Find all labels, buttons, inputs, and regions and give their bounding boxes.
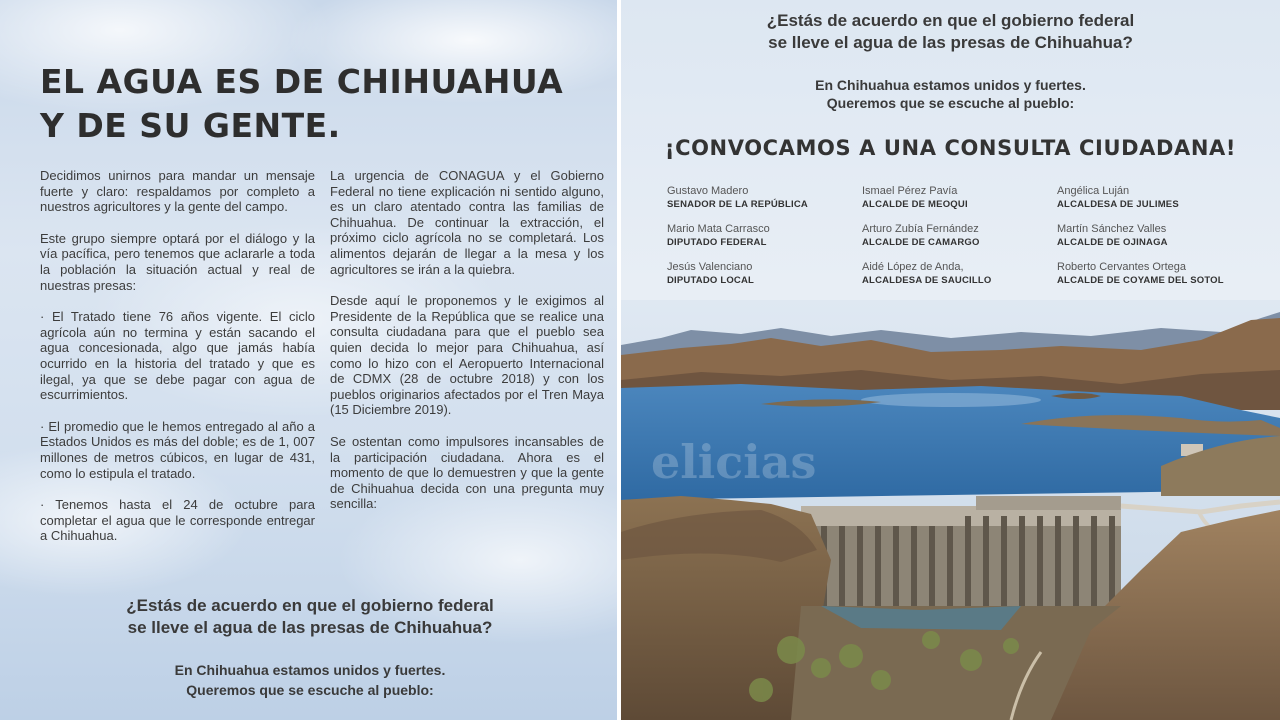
signatory: [1057, 222, 1257, 249]
signatory: [667, 222, 862, 249]
signatory-role: DIPUTADO FEDERAL: [667, 237, 767, 248]
signatory-name: Gustavo Madero: [667, 185, 749, 197]
headline: [40, 60, 600, 148]
paragraph: Se ostentan como impulsores incansables de la participación ciudadana. Ahora es el momento de que lo demuestren y que la gente de Chihuahua decida con una pregunta muy sencilla:: [330, 433, 604, 512]
left-newspaper-panel: [0, 0, 617, 720]
subtitle-line-2: Queremos que se escuche al pueblo:: [186, 682, 434, 698]
signatory-name: Martín Sánchez Valles: [1057, 223, 1167, 235]
subtitle-line-1: En Chihuahua estamos unidos y fuertes.: [815, 77, 1086, 93]
question-line-2: se lleve el agua de las presas de Chihuahua?: [768, 33, 1133, 52]
text-column-right: [330, 168, 604, 528]
signatory-role: SENADOR DE LA REPÚBLICA: [667, 199, 808, 210]
signatory: [862, 260, 1057, 287]
signatory: [667, 184, 862, 211]
signatory: [862, 184, 1057, 211]
paragraph: · El promedio que le hemos entregado al año a Estados Unidos es más del doble; es de 1, 007 millones de metros cúbicos, en lugar de 431, como lo estipula el tratado.: [40, 418, 315, 481]
paragraph: · El Tratado tiene 76 años vigente. El ciclo agrícola aún no termina y están sacando el agua concesionada, algo que jamás había ocurrido en la historia del tratado y que es ilegal, ya que se debe pagar con agua de escurrimientos.: [40, 309, 315, 403]
signatories-grid: [667, 184, 1267, 287]
dam-upper-tower: [976, 496, 1121, 510]
signatory-role: ALCALDE DE OJINAGA: [1057, 237, 1168, 248]
subtitle-line-2: Queremos que se escuche al pueblo:: [826, 95, 1075, 111]
right-subtitle: [621, 76, 1280, 112]
paragraph: La urgencia de CONAGUA y el Gobierno Federal no tiene explicación ni sentido alguno, es un claro atentado contra las familias de Chihuahua. De continuar la extracción, el próximo ciclo agrícola no se completará. Los alimentos dejarán de llegar a la mesa y los agricultores se irán a la quiebra.: [330, 168, 604, 277]
headline-line-1: EL AGUA ES DE CHIHUAHUA: [40, 62, 564, 101]
question-line-2: se lleve el agua de las presas de Chihuahua?: [127, 618, 493, 637]
signatory-name: Mario Mata Carrasco: [667, 223, 770, 235]
subtitle-line-1: En Chihuahua estamos unidos y fuertes.: [174, 662, 446, 678]
question-line-1: ¿Estás de acuerdo en que el gobierno federal: [126, 596, 494, 615]
dam-landscape-photo: [621, 300, 1280, 720]
signatory-role: ALCALDESA DE JULIMES: [1057, 199, 1179, 210]
call-to-action-title: ¡CONVOCAMOS A UNA CONSULTA CIUDADANA!: [664, 136, 1237, 160]
headline-line-2: Y DE SU GENTE.: [40, 106, 341, 145]
signatory-name: Roberto Cervantes Ortega: [1057, 261, 1187, 273]
watermark: elicias: [651, 435, 817, 489]
right-newspaper-panel: [621, 0, 1280, 720]
right-question: [621, 10, 1280, 54]
signatory: [1057, 260, 1257, 287]
signatory-role: DIPUTADO LOCAL: [667, 275, 755, 286]
signatory-role: ALCALDE DE MEOQUI: [862, 199, 968, 210]
signatory-name: Jesús Valenciano: [667, 261, 753, 273]
left-subtitle: [40, 660, 580, 700]
signatory-name: Aidé López de Anda,: [862, 261, 964, 273]
signatory-role: ALCALDE DE COYAME DEL SOTOL: [1057, 275, 1224, 286]
water-highlight: [861, 393, 1041, 407]
signatory: [1057, 184, 1257, 211]
signatory-name: Arturo Zubía Fernández: [862, 223, 979, 235]
paragraph: Desde aquí le proponemos y le exigimos al Presidente de la República que se realice una consulta ciudadana para que el pueblo sea quien decida lo mejor para Chihuahua, así como lo hizo con el Aeropuerto Internacional de CDMX (28 de octubre 2018) y con los pueblos originarios afectados por el Tren Maya (15 Diciembre 2019).: [330, 293, 604, 418]
signatory: [667, 260, 862, 287]
signatory: [862, 222, 1057, 249]
paragraph: Decidimos unirnos para mandar un mensaje fuerte y claro: respaldamos por completo a nuestros agricultores y la gente del campo.: [40, 168, 315, 215]
question-line-1: ¿Estás de acuerdo en que el gobierno federal: [766, 11, 1135, 30]
signatory-role: ALCALDE DE CAMARGO: [862, 237, 980, 248]
left-question: [40, 595, 580, 639]
signatory-name: Ismael Pérez Pavía: [862, 185, 958, 197]
paragraph: Este grupo siempre optará por el diálogo y la vía pacífica, pero tenemos que aclararle a toda la población la situación actual y real de nuestras presas:: [40, 230, 315, 293]
paragraph: · Tenemos hasta el 24 de octubre para completar el agua que le corresponde entregar a Chihuahua.: [40, 497, 315, 544]
text-column-left: [40, 168, 315, 560]
signatory-role: ALCALDESA DE SAUCILLO: [862, 275, 992, 286]
signatory-name: Angélica Luján: [1057, 185, 1130, 197]
